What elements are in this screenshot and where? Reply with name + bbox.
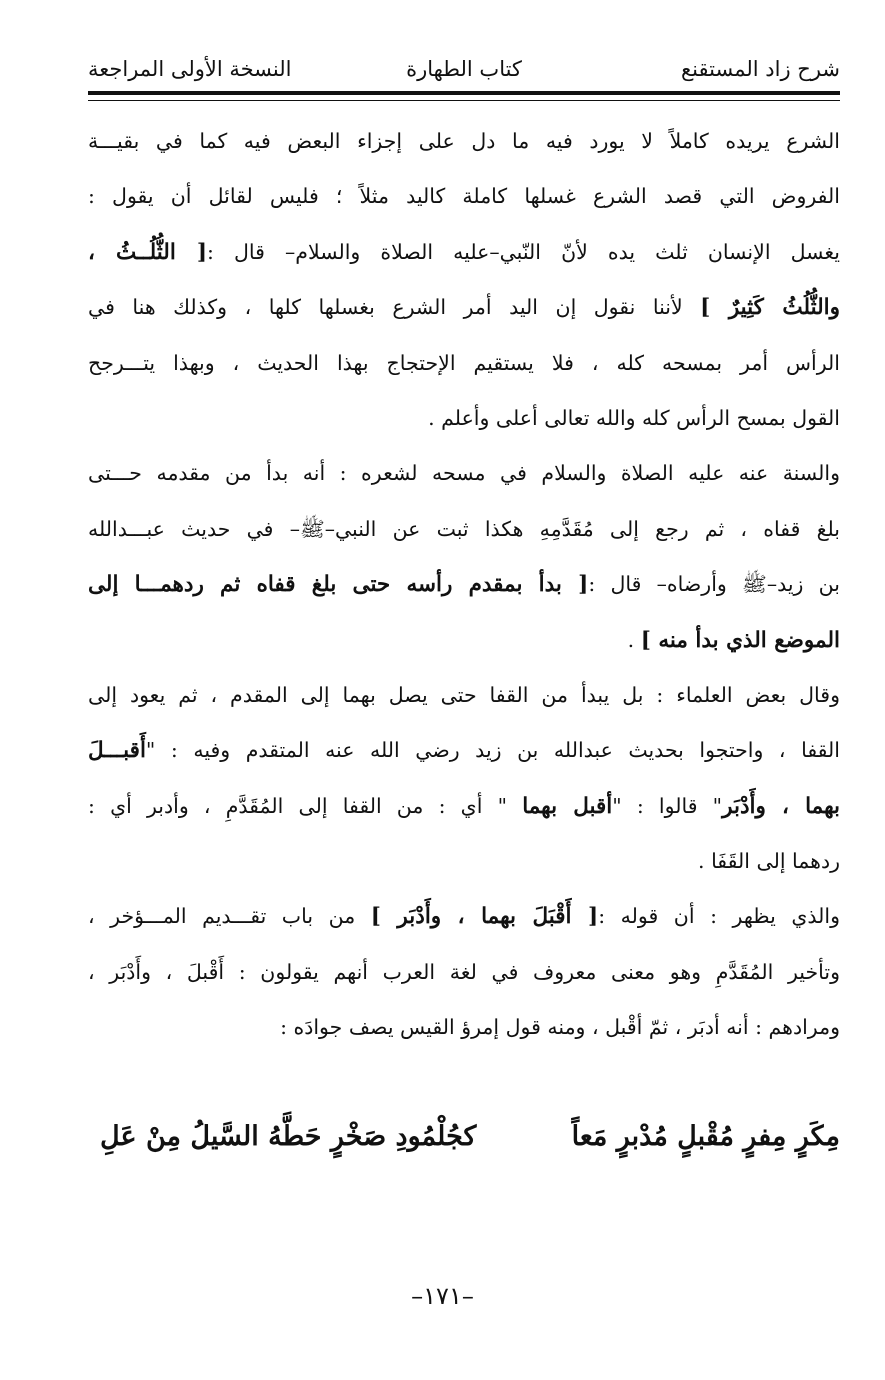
text-line — [88, 280, 840, 335]
paragraph — [88, 668, 840, 890]
text-line — [88, 723, 840, 778]
text-line — [88, 945, 840, 1000]
text-segment: والذي يظهر : أن قوله : — [598, 904, 840, 929]
text-segment: يغسل الإنسان ثلث يده لأنّ النّبي–عليه الصلاة والسلام– قال : — [207, 239, 840, 264]
text-segment: بن زيد–ﷺ وأرضاه– قال : — [588, 572, 840, 597]
bold-quote: بهما ، وأَدْبَر — [722, 793, 840, 819]
text-segment: وقال بعض العلماء : بل يبدأ من القفا حتى يصل بهما إلى المقدم ، ثم يعود إلى — [88, 682, 840, 707]
text-segment: " قالوا : " — [612, 793, 723, 818]
header-rule-thin — [88, 100, 840, 101]
bold-quote: أَقبـــلَ — [88, 738, 146, 764]
text-segment: لأننا نقول إن اليد أمر الشرع بغسلها كلها ، وكذلك هنا في — [88, 295, 701, 320]
text-segment: بلغ قفاه ، ثم رجع إلى مُقَدَّمِهِ هكذا ثبت عن النبي–ﷺ– في حديث عبـــدالله — [88, 516, 840, 541]
text-line — [88, 779, 840, 834]
text-line — [88, 557, 840, 612]
text-segment: الرأس أمر بمسحه كله ، فلا يستقيم الإحتجاج بهذا الحديث ، وبهذا يتـــرجح — [88, 350, 840, 375]
text-segment: وتأخير المُقَدَّمِ وهو معنى معروف في لغة العرب أنهم يقولون : أَقْبلَ ، وأَدْبَر ، — [88, 959, 840, 984]
body-text — [88, 114, 840, 1056]
text-segment: . — [627, 627, 641, 652]
paragraph — [88, 446, 840, 668]
text-line — [88, 668, 840, 723]
bold-quote: [ الثُّلُــثُ ، — [88, 239, 208, 265]
chapter-title: كتاب الطهارة — [406, 57, 522, 81]
text-line — [88, 225, 840, 280]
edition-label: النسخة الأولى المراجعة — [88, 57, 292, 81]
text-line — [88, 391, 840, 446]
text-line — [88, 336, 840, 391]
text-line — [88, 114, 840, 169]
bold-quote: [ أَقْبَلَ بهما ، وأَدْبَر ] — [370, 904, 599, 930]
page-header — [88, 52, 840, 86]
book-title: شرح زاد المستقنع — [681, 57, 840, 81]
text-line — [88, 613, 840, 668]
text-segment: القول بمسح الرأس كله والله تعالى أعلى وأعلم . — [428, 405, 840, 430]
text-segment: الفروض التي قصد الشرع غسلها كاملة كاليد مثلاً ؛ فليس لقائل أن يقول : — [88, 184, 840, 209]
text-segment: ومرادهم : أنه أدبَر ، ثمّ أقْبل ، ومنه قول إمرؤ القيس يصف جوادَه : — [280, 1015, 840, 1040]
bold-quote: أقبل بهما — [522, 793, 613, 819]
text-line — [88, 446, 840, 501]
text-segment: القفا ، واحتجوا بحديث عبدالله بن زيد رضي الله عنه المتقدم وفيه : " — [145, 738, 840, 763]
poem-second-hemistich: كجُلْمُودِ صَخْرٍ حَطَّهُ السَّيلُ مِنْ عَلِ — [100, 1121, 477, 1152]
bold-quote: والثُّلُثُ كَثِيرٌ ] — [700, 295, 840, 321]
header-rule-thick — [88, 91, 840, 95]
bold-quote: [ بدأ بمقدم رأسه حتى بلغ قفاه ثم ردهمـــا إلى — [88, 572, 589, 598]
text-segment: " أي : من القفا إلى المُقَدَّمِ ، وأدبر أي : — [88, 793, 523, 818]
paragraph — [88, 114, 840, 446]
text-line — [88, 834, 840, 889]
text-line — [88, 1000, 840, 1055]
poem-verse — [100, 1107, 840, 1167]
text-segment: والسنة عنه عليه الصلاة والسلام في مسحه لشعره : أنه بدأ من مقدمه حـــتى — [88, 461, 840, 486]
text-segment: ردهما إلى القَفَا . — [698, 849, 840, 874]
text-line — [88, 889, 840, 944]
paragraph — [88, 889, 840, 1055]
text-segment: الشرع يريده كاملاً لا يورد فيه ما دل على إجزاء البعض فيه كما في بقيـــة — [88, 129, 840, 153]
text-line — [88, 502, 840, 557]
page-number: –١٧١– — [411, 1282, 474, 1310]
text-line — [88, 169, 840, 224]
poem-first-hemistich: مِكَرٍ مِفرٍ مُقْبلٍ مُدْبرٍ مَعاً — [571, 1121, 840, 1152]
text-segment: من باب تقـــديم المـــؤخر ، — [88, 904, 371, 929]
bold-quote: الموضع الذي بدأ منه ] — [640, 627, 840, 653]
